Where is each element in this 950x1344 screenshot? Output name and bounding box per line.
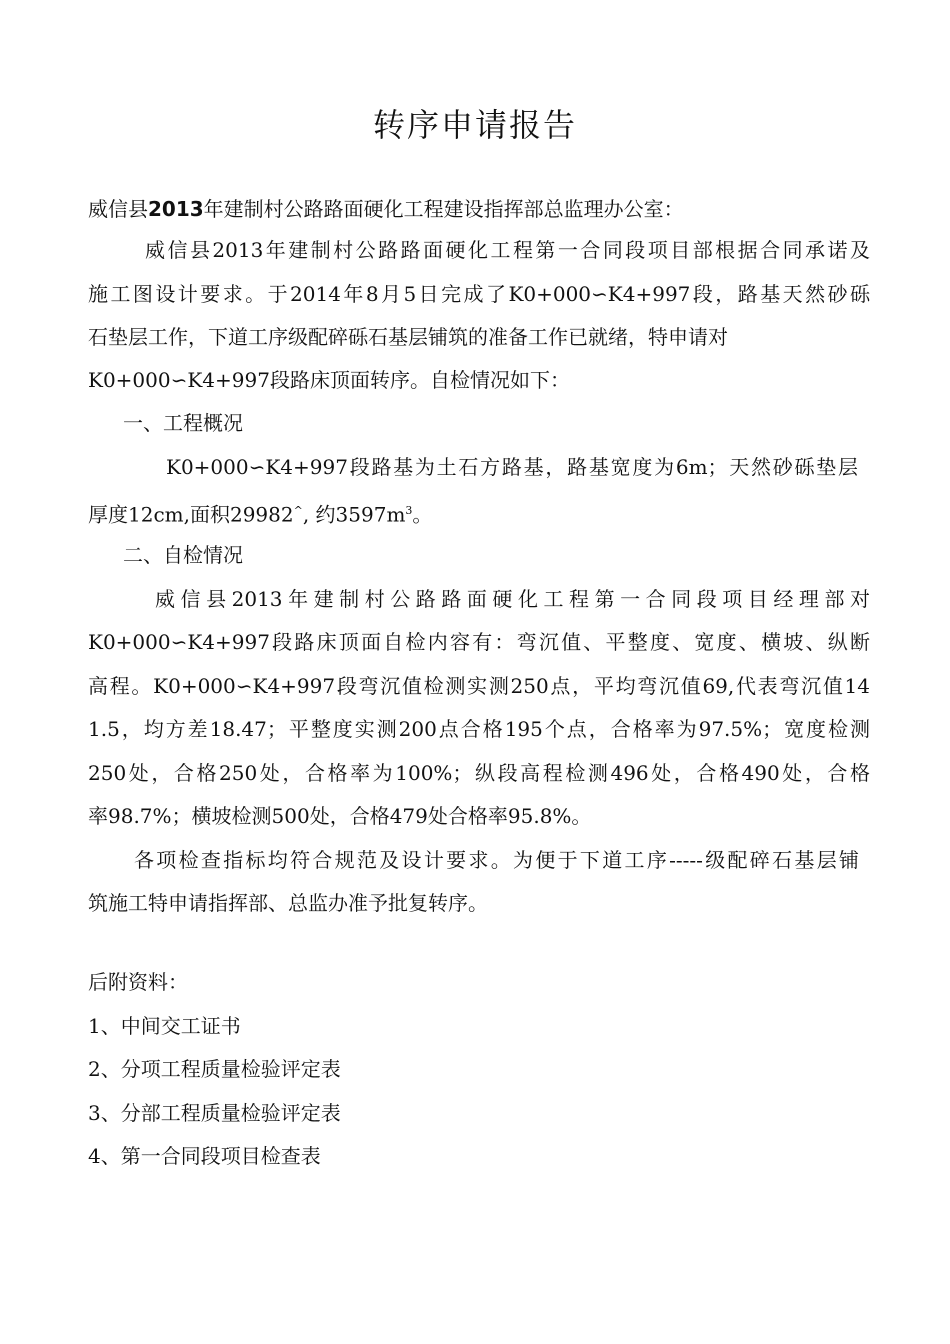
attachment-item: 4、第一合同段项目检查表 bbox=[88, 1144, 321, 1168]
section-1-line-1: K0+000∽K4+997段路基为土石方路基，路基宽度为6m；天然砂砾垫层 bbox=[166, 455, 858, 479]
addressee-line bbox=[88, 195, 870, 223]
section-1-line-2 bbox=[88, 497, 870, 529]
intro-line-3: 石垫层工作，下道工序级配碎砾石基层铺筑的准备工作已就绪，特申请对 bbox=[88, 325, 728, 349]
intro-line-2: 施工图设计要求。于2014年8月5日完成了K0+000∽K4+997段，路基天然砂砾 bbox=[88, 282, 870, 306]
volume-text: , 约3597m bbox=[302, 502, 406, 527]
section-2-heading: 二、自检情况 bbox=[123, 543, 243, 567]
area-text: 厚度12cm,面积29982 bbox=[88, 502, 294, 527]
section-2-line-1: 威信县2013年建制村公路路面硬化工程第一合同段项目经理部对 bbox=[155, 587, 870, 611]
section-1-heading: 一、工程概况 bbox=[123, 411, 243, 435]
attachment-item: 2、分项工程质量检验评定表 bbox=[88, 1057, 341, 1081]
conclusion-line-1: 各项检查指标均符合规范及设计要求。为便于下道工序-----级配碎石基层铺 bbox=[134, 848, 859, 872]
addressee-suffix: 年建制村公路路面硬化工程建设指挥部总监理办公室： bbox=[203, 197, 684, 221]
section-2-line-3: 高程。K0+000∽K4+997段弯沉值检测实测250点，平均弯沉值69,代表弯沉值14 bbox=[88, 674, 870, 698]
section-2-line-5: 250处，合格250处，合格率为100%；纵段高程检测496处，合格490处，合格 bbox=[88, 761, 870, 785]
attachments-heading: 后附资料： bbox=[88, 970, 188, 994]
addressee-prefix: 威信县 bbox=[88, 197, 148, 221]
period: 。 bbox=[412, 502, 433, 527]
document-title: 转序申请报告 bbox=[372, 106, 577, 144]
attachment-item: 3、分部工程质量检验评定表 bbox=[88, 1101, 341, 1125]
addressee-year: 2013 bbox=[148, 197, 204, 221]
section-2-line-4: 1.5，均方差18.47；平整度实测200点合格195个点，合格率为97.5%；宽度检测 bbox=[88, 717, 870, 741]
volume-superscript: 3 bbox=[405, 504, 413, 517]
intro-line-1: 威信县2013年建制村公路路面硬化工程第一合同段项目部根据合同承诺及 bbox=[145, 238, 870, 262]
area-superscript: ^ bbox=[293, 504, 303, 517]
attachment-item: 1、中间交工证书 bbox=[88, 1014, 241, 1038]
conclusion-line-2: 筑施工特申请指挥部、总监办准予批复转序。 bbox=[88, 891, 488, 915]
section-2-line-6: 率98.7%；横坡检测500处，合格479处合格率95.8%。 bbox=[88, 804, 592, 828]
section-2-line-2: K0+000∽K4+997段路床顶面自检内容有：弯沉值、平整度、宽度、横坡、纵断 bbox=[88, 630, 870, 654]
intro-line-4: K0+000∽K4+997段路床顶面转序。自检情况如下： bbox=[88, 368, 570, 392]
